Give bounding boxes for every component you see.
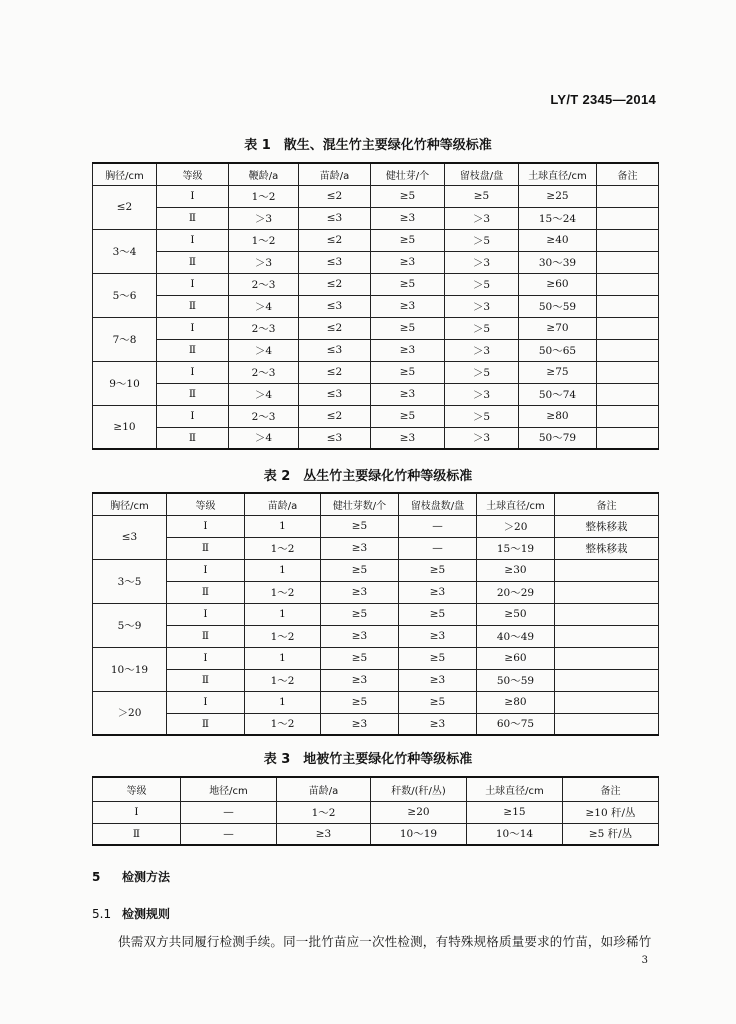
table-cell: 60～75	[477, 713, 555, 735]
table-row	[93, 185, 659, 207]
table-cell	[555, 603, 659, 625]
table-cell: ≥3	[371, 251, 445, 273]
table-cell: 50～59	[519, 295, 597, 317]
table-cell: Ⅰ	[157, 317, 229, 339]
table-cell: —	[399, 515, 477, 537]
table-cell: 40～49	[477, 625, 555, 647]
table-cell: 1～2	[245, 713, 321, 735]
table-cell	[597, 251, 659, 273]
table-cell: ≥3	[371, 383, 445, 405]
table1-header-row	[93, 163, 659, 185]
table-cell: Ⅱ	[157, 207, 229, 229]
column-header: 留枝盘/盘	[445, 163, 519, 185]
table-cell: Ⅱ	[167, 581, 245, 603]
table-cell: ≥3	[277, 823, 371, 845]
column-header: 健壮芽/个	[371, 163, 445, 185]
table-cell: 2～3	[229, 361, 299, 383]
table-cell: ≥3	[321, 581, 399, 603]
table-cell: ≥3	[371, 295, 445, 317]
table-cell: ≥40	[519, 229, 597, 251]
column-header: 备注	[555, 493, 659, 515]
table-cell: ≥5	[321, 515, 399, 537]
table-row	[93, 647, 659, 669]
table-cell: ≥5	[399, 647, 477, 669]
table-row	[93, 405, 659, 427]
column-header: 留枝盘数/盘	[399, 493, 477, 515]
table-cell: ＞5	[445, 273, 519, 295]
table-row	[93, 625, 659, 647]
table-row	[93, 669, 659, 691]
table-cell: 1～2	[245, 669, 321, 691]
table-cell: ＞4	[229, 295, 299, 317]
table-cell: Ⅰ	[157, 273, 229, 295]
table-cell	[555, 691, 659, 713]
table-cell: 1～2	[245, 537, 321, 559]
table-cell: ≥3	[321, 713, 399, 735]
table2-caption: 表 2 丛生竹主要绿化竹种等级标准	[263, 469, 473, 484]
table-cell	[597, 229, 659, 251]
table-cell: —	[181, 823, 277, 845]
table-row	[93, 229, 659, 251]
table-cell: ≥30	[477, 559, 555, 581]
table-cell	[597, 273, 659, 295]
table-cell: ＞5	[445, 405, 519, 427]
table-cell: 2～3	[229, 405, 299, 427]
table-cell: Ⅰ	[157, 361, 229, 383]
table-cell: ≤3	[299, 251, 371, 273]
table-cell: 整株移栽	[555, 537, 659, 559]
column-header: 土球直径/cm	[477, 493, 555, 515]
table-cell: 1～2	[245, 581, 321, 603]
size-cell: 10～19	[93, 647, 167, 691]
table-cell: 1	[245, 647, 321, 669]
table-cell: ≥3	[321, 537, 399, 559]
table-cell: 15～19	[477, 537, 555, 559]
table-cell: ＞4	[229, 339, 299, 361]
table-cell: ≤2	[299, 229, 371, 251]
table-cell: Ⅰ	[167, 559, 245, 581]
table-row	[93, 713, 659, 735]
column-header: 等级	[93, 777, 181, 801]
table-cell: ＞3	[229, 207, 299, 229]
table-cell: 50～74	[519, 383, 597, 405]
column-header: 备注	[597, 163, 659, 185]
table-cell	[555, 625, 659, 647]
table-row	[93, 559, 659, 581]
table-cell: 2～3	[229, 273, 299, 295]
table2-header-row	[93, 493, 659, 515]
table-cell: ≥5	[321, 691, 399, 713]
table-cell: ≥3	[321, 625, 399, 647]
table-cell: 50～59	[477, 669, 555, 691]
table-row	[93, 361, 659, 383]
table-cell: ＞3	[445, 383, 519, 405]
column-header: 胸径/cm	[93, 163, 157, 185]
size-cell: ＞20	[93, 691, 167, 735]
table-cell: ≤3	[299, 339, 371, 361]
table-cell: ＞3	[445, 251, 519, 273]
column-header: 苗龄/a	[245, 493, 321, 515]
table-cell: ＞5	[445, 361, 519, 383]
table-cell	[597, 185, 659, 207]
table-cell: 10～14	[467, 823, 563, 845]
column-header: 等级	[157, 163, 229, 185]
table-cell: ≥5	[445, 185, 519, 207]
table-cell	[597, 295, 659, 317]
table-cell: 20～29	[477, 581, 555, 603]
table-cell: Ⅱ	[167, 537, 245, 559]
table-cell: ≥5	[399, 559, 477, 581]
table-row	[93, 295, 659, 317]
table-cell: ＞3	[445, 339, 519, 361]
table3-caption: 表 3 地被竹主要绿化竹种等级标准	[263, 752, 473, 767]
table-cell: Ⅱ	[157, 251, 229, 273]
table-cell: ≥3	[399, 713, 477, 735]
table-cell	[555, 669, 659, 691]
table-cell: —	[399, 537, 477, 559]
table-cell	[597, 383, 659, 405]
table-cell: ≥10 秆/丛	[563, 801, 659, 823]
table-cell: ≥5	[371, 361, 445, 383]
table-cell: 50～79	[519, 427, 597, 449]
table-cell: 15～24	[519, 207, 597, 229]
table-cell: ≤2	[299, 361, 371, 383]
table-cell: Ⅰ	[167, 647, 245, 669]
table-cell	[555, 581, 659, 603]
table-cell: ＞4	[229, 383, 299, 405]
section-title: 检测规则	[122, 907, 171, 921]
column-header: 土球直径/cm	[467, 777, 563, 801]
table-cell: Ⅱ	[93, 823, 181, 845]
table-cell: ≥5	[321, 559, 399, 581]
table-cell: ≤3	[299, 207, 371, 229]
table-cell	[597, 317, 659, 339]
table-cell: 1～2	[245, 625, 321, 647]
table-cell: ≥3	[371, 427, 445, 449]
table-cell: ≥5	[321, 647, 399, 669]
table-cell: Ⅰ	[167, 515, 245, 537]
table-row	[93, 823, 659, 845]
table-cell: ≥3	[399, 625, 477, 647]
table2	[92, 492, 659, 736]
table-cell: ≥3	[371, 207, 445, 229]
table-cell: Ⅰ	[157, 185, 229, 207]
document-code: LY/T 2345—2014	[550, 92, 656, 107]
table-cell	[597, 427, 659, 449]
table-row	[93, 603, 659, 625]
table-cell: ≥50	[477, 603, 555, 625]
table-cell: ≥25	[519, 185, 597, 207]
section-title: 检测方法	[122, 870, 171, 884]
table-row	[93, 537, 659, 559]
table-cell: 30～39	[519, 251, 597, 273]
column-header: 苗龄/a	[299, 163, 371, 185]
table-cell: ≥5	[399, 691, 477, 713]
table-cell	[597, 339, 659, 361]
table-cell	[597, 207, 659, 229]
table-cell: ≥3	[321, 669, 399, 691]
table-cell: ≥20	[371, 801, 467, 823]
size-cell: 9～10	[93, 361, 157, 405]
table3	[92, 776, 659, 846]
table-cell: ≤2	[299, 317, 371, 339]
table-cell	[555, 559, 659, 581]
size-cell: 7～8	[93, 317, 157, 361]
column-header: 健壮芽数/个	[321, 493, 399, 515]
table1-caption: 表 1 散生、混生竹主要绿化竹种等级标准	[244, 138, 492, 153]
size-cell: 5～9	[93, 603, 167, 647]
table-row	[93, 251, 659, 273]
table-cell: ≥5	[371, 317, 445, 339]
table-cell: ＞3	[445, 427, 519, 449]
table-cell: Ⅱ	[157, 339, 229, 361]
table-cell: ≤2	[299, 273, 371, 295]
table-cell: 1	[245, 603, 321, 625]
column-header: 备注	[563, 777, 659, 801]
size-cell: ≥10	[93, 405, 157, 449]
table-row	[93, 515, 659, 537]
table-row	[93, 801, 659, 823]
table-row	[93, 273, 659, 295]
body-paragraph: 供需双方共同履行检测手续。同一批竹苗应一次性检测，有特殊规格质量要求的竹苗，如珍稀竹	[118, 934, 652, 949]
table-cell: ＞5	[445, 317, 519, 339]
table-cell: ＞20	[477, 515, 555, 537]
table-cell: ≥3	[399, 669, 477, 691]
column-header: 鞭龄/a	[229, 163, 299, 185]
table-cell: Ⅱ	[157, 383, 229, 405]
table-cell: Ⅱ	[167, 625, 245, 647]
table-row	[93, 581, 659, 603]
size-cell: ≤3	[93, 515, 167, 559]
section-5-1-heading	[92, 905, 170, 922]
column-header: 地径/cm	[181, 777, 277, 801]
table-row	[93, 427, 659, 449]
table-cell: ≥70	[519, 317, 597, 339]
table-cell: Ⅰ	[157, 405, 229, 427]
table-cell: ≥5	[321, 603, 399, 625]
table-cell: ≥3	[371, 339, 445, 361]
section-5-heading	[92, 868, 170, 885]
table-cell: ＞3	[229, 251, 299, 273]
column-header: 秆数/(秆/丛)	[371, 777, 467, 801]
table-cell: 2～3	[229, 317, 299, 339]
table-cell	[555, 713, 659, 735]
column-header: 胸径/cm	[93, 493, 167, 515]
table-cell: ≤3	[299, 383, 371, 405]
column-header: 苗龄/a	[277, 777, 371, 801]
table-row	[93, 383, 659, 405]
column-header: 等级	[167, 493, 245, 515]
table-cell: 1	[245, 515, 321, 537]
table-cell: ＞4	[229, 427, 299, 449]
size-cell: 3～5	[93, 559, 167, 603]
table-cell: 1	[245, 691, 321, 713]
table-cell: ≥5	[371, 273, 445, 295]
table-cell: ≤2	[299, 185, 371, 207]
table-cell: Ⅰ	[167, 691, 245, 713]
table-cell: Ⅱ	[167, 713, 245, 735]
size-cell: 3～4	[93, 229, 157, 273]
table-cell: 1～2	[277, 801, 371, 823]
page-number: 3	[641, 955, 648, 966]
table-row	[93, 207, 659, 229]
table-cell	[597, 405, 659, 427]
size-cell: ≤2	[93, 185, 157, 229]
table-row	[93, 339, 659, 361]
table-row	[93, 691, 659, 713]
section-number: 5.1	[92, 907, 112, 921]
table-cell: ≥5 秆/丛	[563, 823, 659, 845]
column-header: 土球直径/cm	[519, 163, 597, 185]
table-cell: ≥5	[371, 185, 445, 207]
table-cell: 1	[245, 559, 321, 581]
table-cell: 整株移栽	[555, 515, 659, 537]
table-cell: ≥5	[371, 229, 445, 251]
table-cell: Ⅱ	[157, 295, 229, 317]
table-cell: 10～19	[371, 823, 467, 845]
table-cell: ≥3	[399, 581, 477, 603]
table-cell	[555, 647, 659, 669]
table-cell: ≥60	[477, 647, 555, 669]
table-cell: ≤3	[299, 295, 371, 317]
table-cell: ≤2	[299, 405, 371, 427]
table-cell: Ⅱ	[157, 427, 229, 449]
table-cell: ＞3	[445, 295, 519, 317]
table-cell: ≥5	[399, 603, 477, 625]
table-cell: Ⅰ	[167, 603, 245, 625]
table-cell: ＞3	[445, 207, 519, 229]
size-cell: 5～6	[93, 273, 157, 317]
table-cell: ≥75	[519, 361, 597, 383]
table-cell: 50～65	[519, 339, 597, 361]
table-cell: Ⅰ	[157, 229, 229, 251]
table-cell: ＞5	[445, 229, 519, 251]
table-cell: ≥15	[467, 801, 563, 823]
table-row	[93, 317, 659, 339]
table-cell: ≥60	[519, 273, 597, 295]
table-cell: ≤3	[299, 427, 371, 449]
section-number: 5	[92, 870, 101, 884]
table-cell: 1～2	[229, 229, 299, 251]
table1	[92, 162, 659, 450]
table-cell: ≥80	[519, 405, 597, 427]
table-cell: —	[181, 801, 277, 823]
table-cell: Ⅰ	[93, 801, 181, 823]
table-cell: 1～2	[229, 185, 299, 207]
table3-header-row	[93, 777, 659, 801]
table-cell: ≥5	[371, 405, 445, 427]
table-cell: ≥80	[477, 691, 555, 713]
table-cell: Ⅱ	[167, 669, 245, 691]
table-cell	[597, 361, 659, 383]
